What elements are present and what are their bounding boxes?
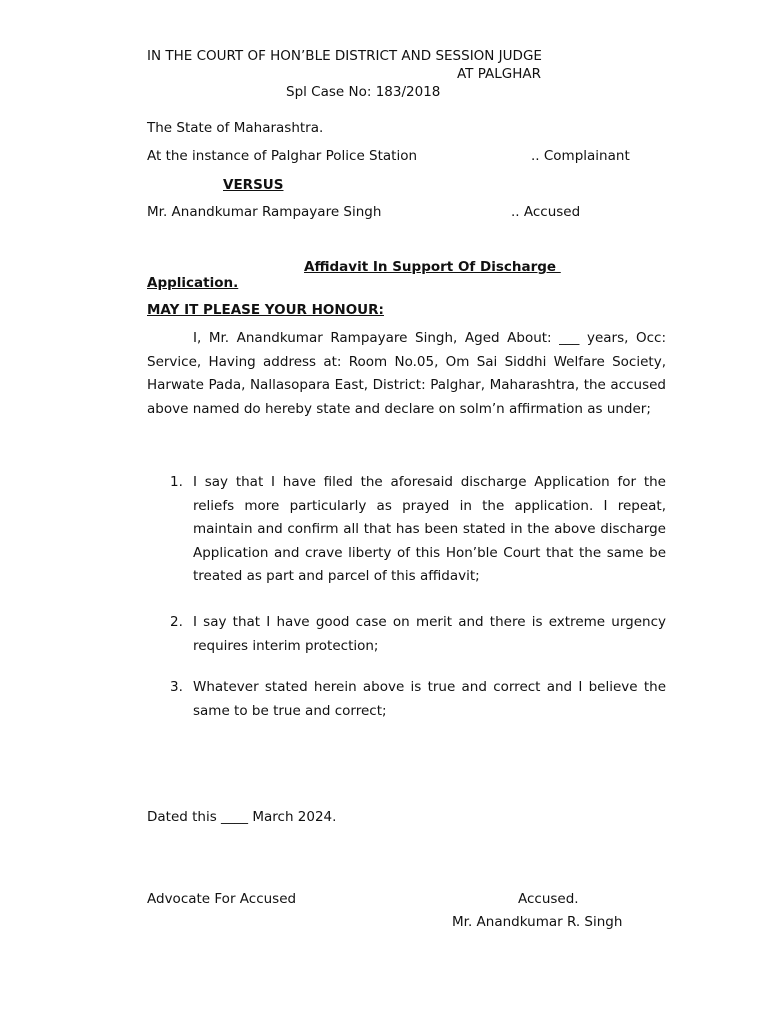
case-number: Spl Case No: 183/2018 [286, 84, 441, 100]
party-state: The State of Maharashtra. [147, 120, 324, 136]
list-item-number: 2. [170, 614, 183, 630]
list-item-text: Whatever stated herein above is true and correct and I believe the same to be true and correct; [193, 679, 666, 719]
list-item-number: 3. [170, 679, 183, 695]
list-item-text: I say that I have good case on merit and there is extreme urgency requires interim protection; [193, 614, 666, 654]
advocate-signature: Advocate For Accused [147, 891, 297, 907]
affidavit-title-line2: Application. [147, 275, 239, 291]
court-place: AT PALGHAR [457, 66, 541, 82]
affidavit-title-line1: Affidavit In Support Of Discharge [304, 259, 561, 275]
accused-name: Mr. Anandkumar Rampayare Singh [147, 204, 382, 220]
versus-heading: VERSUS [223, 177, 284, 193]
party-instance: At the instance of Palghar Police Station [147, 148, 418, 164]
intro-paragraph [147, 327, 666, 421]
accused-signature-label: Accused. [518, 891, 579, 907]
salutation: MAY IT PLEASE YOUR HONOUR: [147, 302, 384, 318]
court-heading: IN THE COURT OF HON’BLE DISTRICT AND SESSION JUDGE [147, 48, 542, 64]
accused-role: .. Accused [511, 204, 581, 220]
list-item-text: I say that I have filed the aforesaid discharge Application for the reliefs more particularly as prayed in the application. I repeat, maintain and confirm all that has been stated in the above discharge Application and crave liberty of this Hon’ble Court that the same be treated as part and parcel of this affidavit; [193, 474, 666, 584]
complainant-role: .. Complainant [531, 148, 630, 164]
accused-signature-name: Mr. Anandkumar R. Singh [452, 914, 623, 930]
list-item-number: 1. [170, 474, 183, 490]
intro-text: I, Mr. Anandkumar Rampayare Singh, Aged About: ___ years, Occ: Service, Having address at: Room No.05, Om Sai Siddhi Welfare Society, Harwate Pada, Nallasopara East, District: Palghar, Maharashtra, the accused above named do hereby state and declare on solm’n affirmation as under; [147, 330, 666, 417]
dated-line: Dated this ____ March 2024. [147, 809, 337, 825]
